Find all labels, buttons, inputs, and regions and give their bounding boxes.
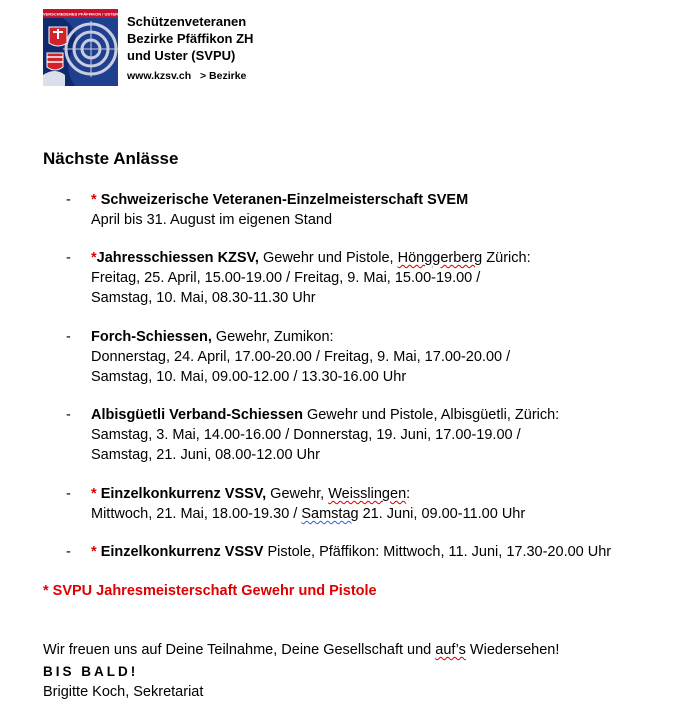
org-line-3: und Uster (SVPU)	[127, 48, 236, 63]
website-link[interactable]: www.kzsv.ch	[127, 70, 192, 82]
event-detail-end: :	[406, 486, 411, 502]
event-detail: Gewehr und Pistole,	[258, 250, 398, 266]
svg-text:VERSCHIEDENES PFÄFFIKON / USTE: VERSCHIEDENES PFÄFFIKON / USTER	[43, 11, 118, 17]
event-date-line: Freitag, 25. April, 15.00-19.00 / Freitag, 9. Mai, 15.00-19.00 /	[91, 270, 481, 286]
event-detail: Pistole, Pfäffikon: Mittwoch, 11. Juni, 17.30-20.00 Uhr	[263, 544, 612, 560]
list-dash: -	[66, 407, 71, 423]
event-date-line: Donnerstag, 24. April, 17.00-20.00 / Freitag, 9. Mai, 17.00-20.00 /	[91, 349, 511, 365]
website-separator: >	[199, 70, 207, 82]
svpu-championship-note: * SVPU Jahresmeisterschaft Gewehr und Pistole	[43, 583, 377, 599]
event-title: Albisgüetli Verband-Schiessen	[91, 407, 303, 423]
event-title: Schweizerische Veteranen-Einzelmeisterschaft SVEM	[100, 192, 469, 208]
bis-bald: BIS BALD!	[43, 664, 139, 679]
event-date-line: Samstag, 21. Juni, 08.00-12.00 Uhr	[91, 447, 320, 463]
org-line-1: Schützenveteranen	[127, 14, 247, 29]
event-detail: Gewehr, Zumikon:	[211, 329, 334, 345]
event-detail: Gewehr,	[266, 486, 329, 502]
event-detail: Gewehr und Pistole, Albisgüetli, Zürich:	[302, 407, 560, 423]
website-section: Bezirke	[209, 70, 247, 82]
page-title: Nächste Anlässe	[43, 149, 179, 168]
event-date-line: Samstag, 3. Mai, 14.00-16.00 / Donnerstag, 19. Juni, 17.00-19.00 /	[91, 427, 521, 443]
list-dash: -	[66, 486, 71, 502]
list-dash: -	[66, 250, 71, 266]
signature: Brigitte Koch, Sekretariat	[43, 684, 204, 700]
event-title: Forch-Schiessen,	[91, 329, 212, 345]
list-dash: -	[66, 544, 71, 560]
event-location: Weisslingen	[328, 486, 407, 502]
organization-name	[127, 13, 253, 64]
website-line	[127, 70, 246, 82]
event-star: *	[91, 192, 97, 208]
event-date-line: Samstag, 10. Mai, 08.30-11.30 Uhr	[91, 290, 316, 306]
closing-block	[43, 640, 559, 703]
closing-text-flagged: auf’s	[435, 642, 466, 658]
event-date-part: 21. Juni, 09.00-11.00 Uhr	[358, 506, 526, 522]
closing-text-end: Wiedersehen!	[465, 642, 560, 658]
closing-text: Wir freuen uns auf Deine Teilnahme, Deine Gesellschaft und	[43, 642, 436, 658]
logo	[43, 9, 118, 86]
event-title: Jahresschiessen KZSV,	[96, 250, 259, 266]
event-date-line	[91, 504, 525, 524]
event-star: *	[91, 486, 97, 502]
event-star: *	[91, 544, 97, 560]
closing-line	[43, 640, 559, 661]
list-dash: -	[66, 329, 71, 345]
event-location: Hönggerberg	[397, 250, 483, 266]
event-title: Einzelkonkurrenz VSSV	[100, 544, 264, 560]
org-line-2: Bezirke Pfäffikon ZH	[127, 31, 254, 46]
list-dash: -	[66, 192, 71, 208]
event-detail-end: Zürich:	[482, 250, 531, 266]
event-date-line: April bis 31. August im eigenen Stand	[91, 212, 333, 228]
event-date-part: Mittwoch, 21. Mai, 18.00-19.30 /	[91, 506, 302, 522]
event-star: *	[91, 250, 97, 266]
event-title: Einzelkonkurrenz VSSV,	[100, 486, 267, 502]
event-date-flagged: Samstag	[301, 506, 359, 522]
event-date-line: Samstag, 10. Mai, 09.00-12.00 / 13.30-16.00 Uhr	[91, 369, 407, 385]
